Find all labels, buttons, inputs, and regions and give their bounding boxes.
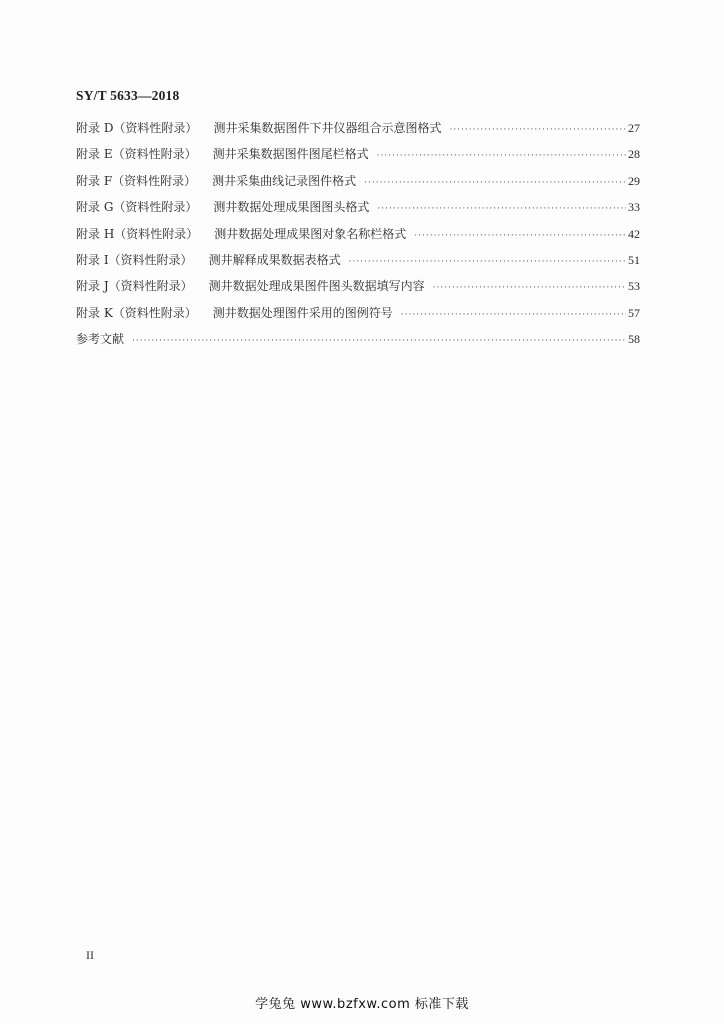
toc-entry-label: 附录 K（资料性附录） (76, 305, 197, 320)
toc-entry-appendix-k[interactable] (76, 304, 640, 330)
table-of-contents (76, 119, 640, 357)
toc-leader-dots (433, 283, 626, 293)
toc-entry-appendix-i[interactable] (76, 251, 640, 277)
toc-leader-dots (364, 178, 626, 188)
standard-code: SY/T 5633—2018 (76, 88, 180, 103)
toc-leader-dots (377, 204, 626, 214)
toc-entry-title: 测井数据处理成果图对象名称栏格式 (214, 226, 407, 241)
toc-entry-title: 测井采集数据图件下井仪器组合示意图格式 (213, 121, 442, 135)
toc-entry-label: 附录 I（资料性附录） (76, 252, 193, 267)
page-number: II (86, 948, 94, 962)
toc-leader-dots (414, 231, 626, 241)
toc-leader-dots (349, 257, 626, 267)
toc-entry-title: 测井数据处理成果图件图头数据填写内容 (208, 279, 425, 294)
toc-entry-appendix-d[interactable] (76, 119, 640, 145)
toc-leader-dots (132, 336, 626, 346)
toc-entry-title: 测井数据处理图件采用的图例符号 (212, 305, 393, 320)
toc-entry-appendix-e[interactable] (76, 145, 640, 171)
toc-entry-label: 附录 D（资料性附录） (76, 121, 198, 135)
toc-leader-dots (377, 151, 626, 161)
toc-entry-page: 28 (628, 147, 640, 162)
toc-entry-title: 测井解释成果数据表格式 (208, 252, 341, 267)
toc-entry-page: 51 (628, 252, 640, 267)
toc-entry-page: 57 (628, 305, 640, 320)
toc-entry-label: 附录 J（资料性附录） (76, 279, 193, 294)
toc-entry-page: 27 (628, 121, 640, 135)
toc-entry-page: 42 (628, 226, 640, 241)
toc-entry-appendix-j[interactable] (76, 277, 640, 303)
toc-entry-page: 58 (628, 332, 640, 347)
toc-entry-title: 测井数据处理成果图图头格式 (213, 200, 370, 215)
toc-entry-title: 测井采集曲线记录图件格式 (212, 173, 357, 188)
toc-entry-appendix-f[interactable] (76, 172, 640, 198)
watermark-text: 学兔兔 www.bzfxw.com 标准下载 (255, 997, 469, 1012)
toc-entry-title: 参考文献 (76, 332, 125, 347)
toc-entry-page: 53 (628, 279, 640, 294)
toc-entry-page: 33 (628, 200, 640, 215)
toc-entry-page: 29 (628, 173, 640, 188)
toc-entry-appendix-g[interactable] (76, 198, 640, 224)
toc-entry-label: 附录 G（资料性附录） (76, 200, 198, 215)
toc-entry-appendix-h[interactable] (76, 225, 640, 251)
toc-entry-title: 测井采集数据图件图尾栏格式 (212, 147, 369, 162)
toc-leader-dots (401, 310, 626, 320)
toc-leader-dots (449, 125, 626, 135)
toc-entry-label: 附录 H（资料性附录） (76, 226, 199, 241)
toc-entry-label: 附录 E（资料性附录） (76, 147, 197, 162)
toc-entry-references[interactable] (76, 330, 640, 356)
toc-entry-label: 附录 F（资料性附录） (76, 173, 197, 188)
